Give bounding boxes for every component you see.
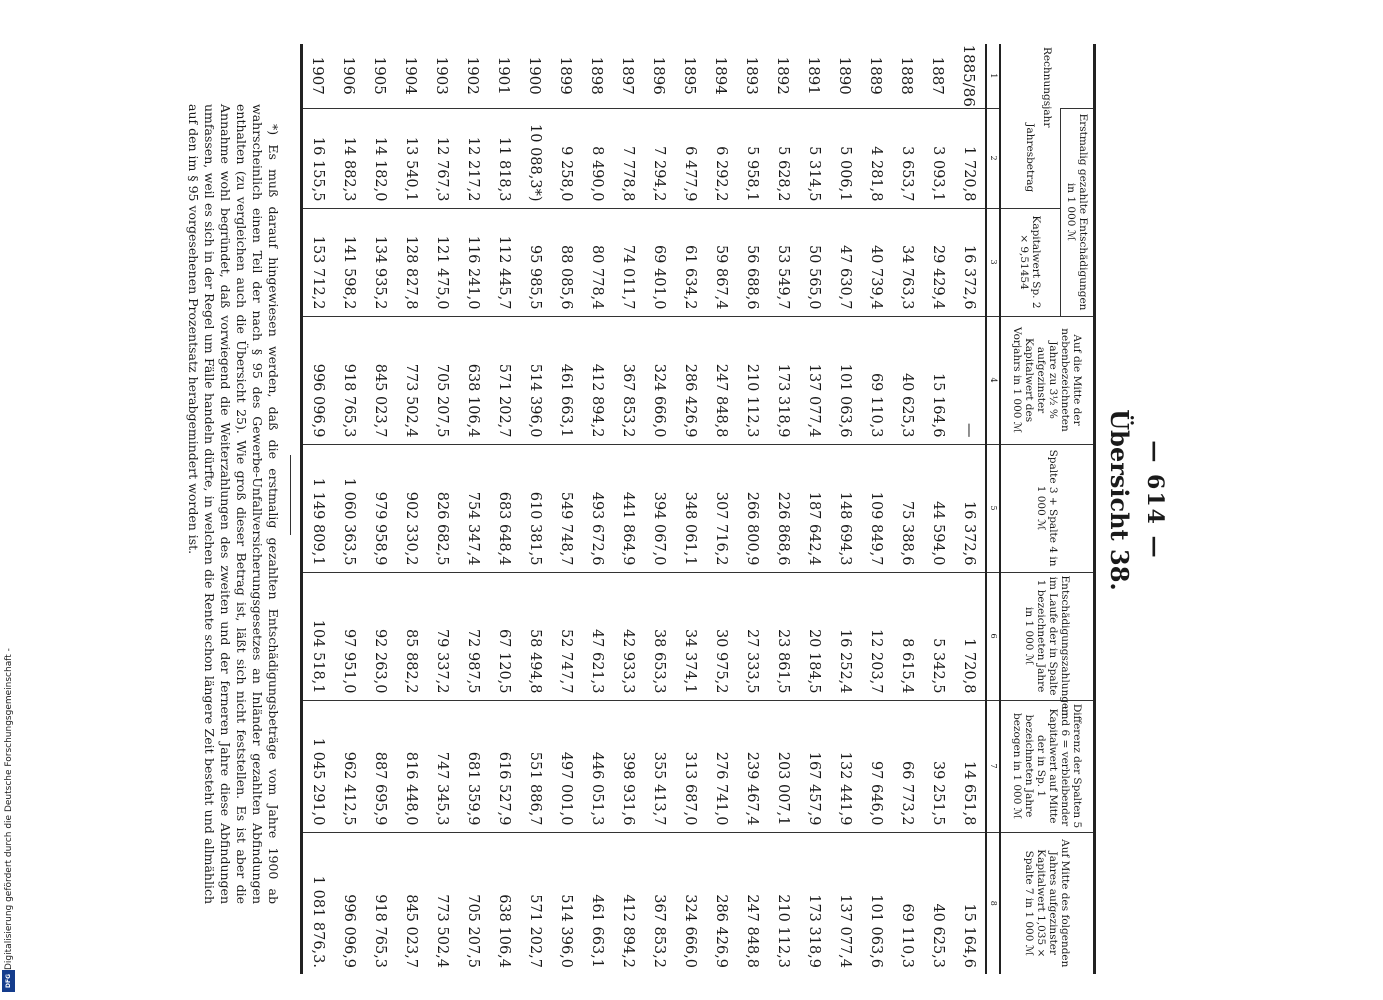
value-cell: 69 401,0 [644,208,675,316]
column-number: 3 [986,208,1000,316]
value-cell: 75 388,6 [892,444,923,572]
year-cell: 1907 [309,56,328,95]
value-cell: 85 882,2 [396,572,427,700]
value-cell: 95 985,5 [520,208,551,316]
table-row [582,44,613,974]
value-cell: 996 096,9 [302,316,335,444]
table-header [986,44,1095,974]
value-cell: 12 217,2 [458,108,489,208]
value-cell: 40 625,3 [923,832,954,974]
value-cell: 8 490,0 [582,108,613,208]
value-cell: 59 867,4 [706,208,737,316]
value-cell: 324 666,0 [675,832,706,974]
value-cell: 79 337,2 [427,572,458,700]
table-row [706,44,737,974]
year-cell: 1902 [464,56,483,95]
value-cell: 747 345,3 [427,700,458,832]
table-row [830,44,861,974]
value-cell: 1 720,8 [954,108,986,208]
footnote-text: *) Es muß darauf hingewiesen werden, daß die erstmalig gezahlten Entschädigungsbeträge vom Jahre 1900 ab wahrscheinlich einen Teil der nach § 95 des Gewerbe-Unfallversicherungsgesetzes an Inländer gezahlten Abfindungen enthalten (zu vergleichen auch die Übersicht 25). Wie groß dieser Betrag ist, läßt sich nicht feststellen. Es ist aber die Annahme wohl begründet, daß vorwiegend die Weiterzahlungen des zweiten und der ferneren Jahre diese Abfindungen umfassen, weil es sich in der Regel um Fälle handeln dürfte, in welchen die Rente schon längere Zeit besteht und allmählich auf den im § 95 vorgesehenen Prozentsatz herabgemindert worden ist. [186,104,281,904]
value-cell: 307 716,2 [706,444,737,572]
value-cell: 355 413,7 [644,700,675,832]
column-number: 8 [986,832,1000,974]
year-cell: 1900 [526,56,545,95]
value-cell: 14 651,8 [954,700,986,832]
value-cell: 40 739,4 [861,208,892,316]
column-number-row [986,44,1000,974]
value-cell: 286 426,9 [706,832,737,974]
value-cell: 497 001,0 [551,700,582,832]
table-row [737,44,768,974]
year-cell: 1895 [681,56,700,95]
value-cell: 30 975,2 [706,572,737,700]
value-cell: 97 646,0 [861,700,892,832]
value-cell: 226 868,6 [768,444,799,572]
value-cell: 109 849,7 [861,444,892,572]
value-cell: 72 987,5 [458,572,489,700]
value-cell: 412 894,2 [582,316,613,444]
value-cell: 286 426,9 [675,316,706,444]
year-cell: 1893 [743,56,762,95]
value-cell: 681 359,9 [458,700,489,832]
value-cell: 187 642,4 [799,444,830,572]
value-cell: 5 006,1 [830,108,861,208]
value-cell: 8 615,4 [892,572,923,700]
value-cell: 13 540,1 [396,108,427,208]
footnote [185,104,281,904]
table-row [768,44,799,974]
value-cell: 638 106,4 [489,832,520,974]
value-cell: 816 448,0 [396,700,427,832]
value-cell: 3 093,1 [923,108,954,208]
value-cell: 153 712,2 [302,208,335,316]
value-cell: 11 818,3 [489,108,520,208]
value-cell: 845 023,7 [365,316,396,444]
value-cell: 616 527,9 [489,700,520,832]
value-cell: 514 396,0 [551,832,582,974]
value-cell: 979 958,9 [365,444,396,572]
value-cell: 5 958,1 [737,108,768,208]
value-cell: 16 252,4 [830,572,861,700]
value-cell: 5 314,5 [799,108,830,208]
value-cell: 112 445,7 [489,208,520,316]
value-cell: 324 666,0 [644,316,675,444]
value-cell: 754 347,4 [458,444,489,572]
value-cell: 92 263,0 [365,572,396,700]
value-cell: 10 088,3*) [520,108,551,208]
value-cell: — [954,316,986,444]
value-cell: 61 634,2 [675,208,706,316]
value-cell: 88 085,6 [551,208,582,316]
value-cell: 773 502,4 [396,316,427,444]
value-cell: 148 694,3 [830,444,861,572]
value-cell: 638 106,4 [458,316,489,444]
value-cell: 826 682,5 [427,444,458,572]
year-cell: 1891 [805,56,824,95]
value-cell: 16 372,6 [954,208,986,316]
value-cell: 266 800,9 [737,444,768,572]
value-cell: 203 007,1 [768,700,799,832]
value-cell: 398 931,6 [613,700,644,832]
dfg-logo [2,970,15,992]
value-cell: 7 778,8 [613,108,644,208]
value-cell: 47 630,7 [830,208,861,316]
value-cell: 887 695,9 [365,700,396,832]
column-number: 4 [986,316,1000,444]
dfg-sidebar [2,606,16,994]
value-cell: 101 063,6 [830,316,861,444]
value-cell: 141 598,2 [334,208,365,316]
value-cell: 367 853,2 [613,316,644,444]
value-cell: 6 477,9 [675,108,706,208]
value-cell: 44 594,0 [923,444,954,572]
value-cell: 27 333,5 [737,572,768,700]
value-cell: 7 294,2 [644,108,675,208]
value-cell: 173 318,9 [768,316,799,444]
value-cell: 549 748,7 [551,444,582,572]
table-row [613,44,644,974]
value-cell: 5 628,2 [768,108,799,208]
table-row [396,44,427,974]
value-cell: 1 045 291,0 [302,700,335,832]
value-cell: 446 051,3 [582,700,613,832]
column-number: 5 [986,444,1000,572]
value-cell: 1 149 809,1 [302,444,335,572]
table-row [551,44,582,974]
table-row [334,44,365,974]
value-cell: 80 778,4 [582,208,613,316]
value-cell: 58 494,8 [520,572,551,700]
value-cell: 121 475,0 [427,208,458,316]
header-col6: Entschädigungszahlungen im Laufe der in Spalte 1 bezeichneten Jahre in 1 000 ℳ [1000,572,1095,700]
value-cell: 34 374,1 [675,572,706,700]
value-cell: 74 011,7 [613,208,644,316]
table-row [302,44,335,974]
value-cell: 239 467,4 [737,700,768,832]
value-cell: 12 767,3 [427,108,458,208]
footnote-divider [290,455,291,535]
value-cell: 683 648,4 [489,444,520,572]
value-cell: 441 864,9 [613,444,644,572]
year-cell: 1899 [557,56,576,95]
value-cell: 996 096,9 [334,832,365,974]
year-cell: 1894 [712,56,731,95]
value-cell: 132 441,9 [830,700,861,832]
year-cell: 1905 [371,56,390,95]
value-cell: 610 381,5 [520,444,551,572]
value-cell: 247 848,8 [737,832,768,974]
value-cell: 116 241,0 [458,208,489,316]
page-number: — 614 — [1142,440,1168,560]
year-cell: 1888 [898,56,917,95]
value-cell: 1 720,8 [954,572,986,700]
value-cell: 66 773,2 [892,700,923,832]
value-cell: 42 933,3 [613,572,644,700]
column-number: 7 [986,700,1000,832]
value-cell: 412 894,2 [613,832,644,974]
table-row [799,44,830,974]
year-cell: 1897 [619,56,638,95]
value-cell: 128 827,8 [396,208,427,316]
table-row [427,44,458,974]
value-cell: 23 861,5 [768,572,799,700]
page-title: Übersicht 38. [1105,409,1134,591]
year-cell: 1889 [867,56,886,95]
value-cell: 247 848,8 [706,316,737,444]
value-cell: 67 120,5 [489,572,520,700]
table-row [892,44,923,974]
year-cell: 1890 [836,56,855,95]
value-cell: 367 853,2 [644,832,675,974]
table-row [458,44,489,974]
header-col4: Auf die Mitte der nebenbezeichneten Jahre zu 3½ % aufgezinster Kapitalwert des Vorjahrs in 1 000 ℳ [1000,316,1095,444]
value-cell: 210 112,3 [737,316,768,444]
value-cell: 4 281,8 [861,108,892,208]
value-cell: 52 747,7 [551,572,582,700]
value-cell: 16 155,5 [302,108,335,208]
year-cell: 1898 [588,56,607,95]
value-cell: 3 653,7 [892,108,923,208]
table-row [954,44,986,974]
year-cell: 1892 [774,56,793,95]
value-cell: 167 457,9 [799,700,830,832]
header-col1: Rechnungsjahr [1041,47,1053,128]
value-cell: 97 951,0 [334,572,365,700]
table-row [489,44,520,974]
value-cell: 104 518,1 [302,572,335,700]
column-number: 1 [986,44,1000,108]
value-cell: 14 882,3 [334,108,365,208]
value-cell: 53 549,7 [768,208,799,316]
value-cell: 137 077,4 [830,832,861,974]
value-cell: 571 202,7 [489,316,520,444]
value-cell: 69 110,3 [892,832,923,974]
value-cell: 902 330,2 [396,444,427,572]
header-col7: Differenz der Spalten 5 und 6 = verbleibender Kapitalwert auf Mitte der in Sp. 1 bezeichneten Jahre bezogen in 1 000 ℳ [1000,700,1095,832]
header-group-2-3: Erstmalig gezahlte Entschädigungen in 1 000 ℳ [1061,108,1095,316]
value-cell: 918 765,3 [334,316,365,444]
rotated-page [6,20,1176,980]
table-row [861,44,892,974]
value-cell: 69 110,3 [861,316,892,444]
value-cell: 394 067,0 [644,444,675,572]
value-cell: 9 258,0 [551,108,582,208]
value-cell: 313 687,0 [675,700,706,832]
dfg-credit: Digitalisierung gefördert durch die Deutsche Forschungsgemeinschaft - [4,648,14,970]
value-cell: 493 672,6 [582,444,613,572]
value-cell: 210 112,3 [768,832,799,974]
value-cell: 34 763,3 [892,208,923,316]
value-cell: 276 741,0 [706,700,737,832]
header-col8: Auf Mitte des folgenden Jahres aufgezinster Kapitalwert 1,035 × Spalte 7 in 1 000 ℳ [1000,832,1095,974]
year-cell: 1903 [433,56,452,95]
value-cell: 845 023,7 [396,832,427,974]
year-cell: 1904 [402,56,421,95]
table-row [520,44,551,974]
value-cell: 137 077,4 [799,316,830,444]
value-cell: 6 292,2 [706,108,737,208]
value-cell: 5 342,5 [923,572,954,700]
value-cell: 38 653,3 [644,572,675,700]
value-cell: 461 663,1 [582,832,613,974]
dfg-logo-text: DFG [5,973,13,989]
value-cell: 50 565,0 [799,208,830,316]
value-cell: 1 081 876,3. [302,832,335,974]
value-cell: 47 621,3 [582,572,613,700]
table-row [675,44,706,974]
value-cell: 12 203,7 [861,572,892,700]
column-number: 2 [986,108,1000,208]
value-cell: 348 061,1 [675,444,706,572]
value-cell: 16 372,6 [954,444,986,572]
column-number: 6 [986,572,1000,700]
value-cell: 39 251,5 [923,700,954,832]
table-row [644,44,675,974]
value-cell: 551 886,7 [520,700,551,832]
value-cell: 705 207,5 [427,316,458,444]
value-cell: 962 412,5 [334,700,365,832]
data-table [300,44,1096,974]
value-cell: 173 318,9 [799,832,830,974]
value-cell: 1 060 363,5 [334,444,365,572]
value-cell: 15 164,6 [923,316,954,444]
value-cell: 705 207,5 [458,832,489,974]
value-cell: 40 625,3 [892,316,923,444]
value-cell: 56 688,6 [737,208,768,316]
value-cell: 773 502,4 [427,832,458,974]
year-cell: 1885/86 [960,44,979,107]
year-cell: 1901 [495,56,514,95]
value-cell: 29 429,4 [923,208,954,316]
year-cell: 1896 [650,56,669,95]
value-cell: 20 184,5 [799,572,830,700]
table-row [923,44,954,974]
header-col5: Spalte 3 + Spalte 4 in 1 000 ℳ [1000,444,1095,572]
year-cell: 1906 [340,56,359,95]
value-cell: 514 396,0 [520,316,551,444]
value-cell: 134 935,2 [365,208,396,316]
value-cell: 14 182,0 [365,108,396,208]
year-cell: 1887 [929,56,948,95]
value-cell: 15 164,6 [954,832,986,974]
value-cell: 101 063,6 [861,832,892,974]
header-col2: Jahresbetrag [1024,123,1037,193]
value-cell: 571 202,7 [520,832,551,974]
table-row [365,44,396,974]
table-body [302,44,987,974]
header-col3: Kapitalwert Sp. 2 × 9,51454 [1000,208,1061,316]
value-cell: 918 765,3 [365,832,396,974]
value-cell: 461 663,1 [551,316,582,444]
